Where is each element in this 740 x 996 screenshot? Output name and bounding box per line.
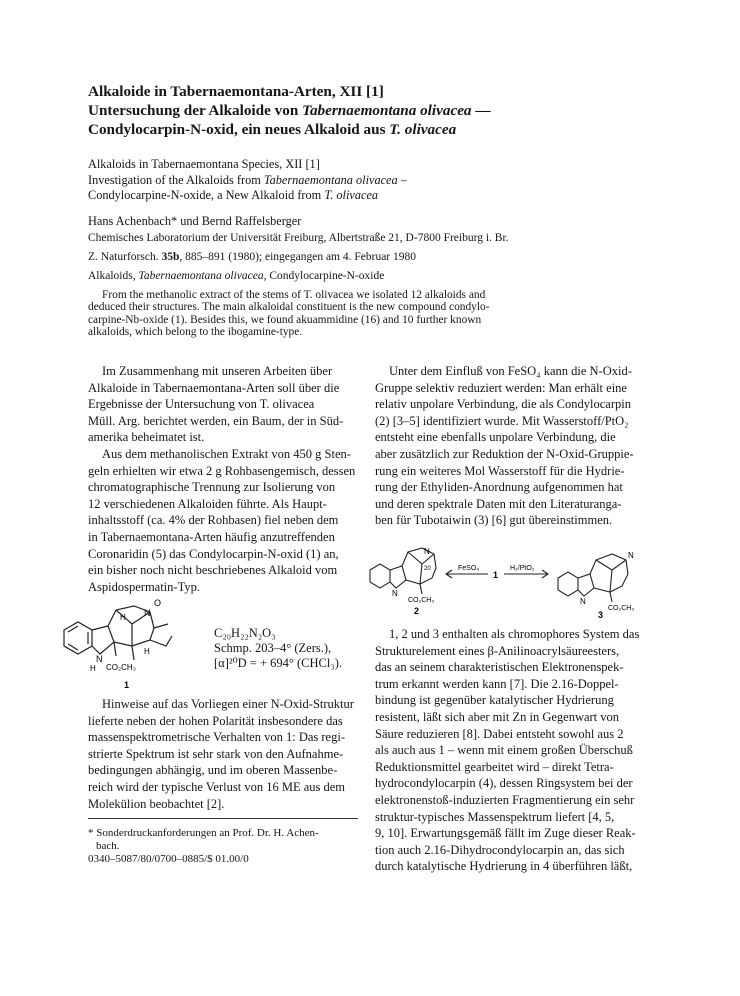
text-line: Müll. Arg. berichtet werden, ein Baum, der in Süd-: [88, 413, 344, 428]
text-line: lieferte neben der hohen Polarität insbesondere das: [88, 713, 343, 728]
text-line: resistent, läßt sich aber mit Zn in Gegenwart von: [375, 709, 620, 724]
text-line: Hinweise auf das Vorliegen einer N-Oxid-Struktur: [102, 697, 354, 711]
footnote-rule: [88, 818, 358, 819]
compound-data: [214, 626, 364, 671]
abstract: [88, 289, 688, 339]
n-label: N: [424, 547, 430, 556]
ester-label: CO₂CH₃: [608, 605, 635, 612]
formula: C₂₀H₂₂N₂O₃: [214, 626, 276, 640]
text-line: Aus dem methanolischen Extrakt von 450 g Sten-: [102, 446, 351, 461]
n-label: N: [580, 597, 586, 606]
abstract-line: alkaloids, which belong to the ibogamine-type.: [88, 326, 303, 339]
text-line: in Tabernaemontana-Arten häufig anzutreffenden: [88, 529, 335, 544]
text-line: ben für Tubotaiwin (3) [6] gut übereinstimmen.: [375, 513, 613, 528]
text-line: ein bisher noch nicht beschriebenes Alkaloid vom: [88, 563, 338, 578]
english-title-line-2: Investigation of the Alkaloids from Tabernaemontana olivacea –: [88, 172, 407, 187]
english-title-line-1: Alkaloids in Tabernaemontana Species, XII [1]: [88, 157, 320, 171]
text-line: durch katalytische Hydrierung in 4 überführen läßt,: [375, 859, 633, 874]
text-line: (2) [3–5] identifiziert wurde. Mit Wasserstoff/PtO₂: [375, 413, 629, 428]
h-label: H: [90, 664, 96, 673]
h-label: H: [120, 613, 126, 622]
text-line: tion auch 2.16-Dihydrocondylocarpin an, das sich: [375, 842, 625, 857]
text-line: geln erhielten wir etwa 2 g Rohbasengemisch, dessen: [88, 463, 356, 478]
reaction-scheme: [366, 540, 666, 620]
text-line: reich wird der typische Verlust von 16 ME aus dem: [88, 779, 346, 794]
affiliation: Chemisches Laboratorium der Universität Freiburg, Albertstraße 21, D-7800 Freiburg i. Br.: [88, 232, 509, 244]
english-title-line-3: Condylocarpine-N-oxide, a New Alkaloid from T. olivacea: [88, 188, 379, 202]
text-line: struktur-typisches Massenspektrum liefert [4, 5,: [375, 809, 615, 824]
text-line: Säure reduzieren [8]. Dabei entsteht sowohl aus 2: [375, 726, 624, 741]
text-line: strierte Spektrum ist sehr stark von den Aufnahme-: [88, 746, 344, 761]
text-line: Coronaridin (5) das Condylocarpin-N-oxid (1) an,: [88, 546, 339, 561]
text-line: relativ unpolare Verbindung, die als Condylocarpin: [375, 397, 631, 412]
ester-label: CO₂CH₃: [408, 597, 435, 604]
right-column-para-2: [375, 626, 650, 875]
n-label: N: [144, 608, 151, 618]
title-line-3: Condylocarpin-N-oxid, ein neues Alkaloid aus T. olivacea: [88, 121, 457, 138]
issn-code: 0340–5087/80/0700–0885/$ 01.00/0: [88, 853, 249, 865]
text-line: rung der Ethyliden-Anordnung aufgenommen hat: [375, 480, 623, 495]
footnote-line: * Sonderdruckanforderungen an Prof. Dr. H. Achen-: [88, 827, 319, 839]
text-line: Im Zusammenhang mit unseren Arbeiten über: [102, 364, 333, 378]
english-title: [88, 157, 688, 204]
text-line: Aspidospermatin-Typ.: [88, 579, 200, 594]
n-label: N: [628, 551, 634, 560]
text-line: Molekülion beobachtet [2].: [88, 796, 225, 811]
n-label: N: [392, 589, 398, 598]
num20-label: 20: [424, 566, 431, 572]
text-line: chromatographische Trennung zur Isolierung von: [88, 480, 336, 495]
keywords: Alkaloids, Tabernaemontana olivacea, Condylocarpine-N-oxide: [88, 270, 385, 282]
text-line: Unter dem Einfluß von FeSO₄ kann die N-Oxid-: [389, 364, 632, 378]
text-line: massenspektrometrische Verhalten von 1: Das regi-: [88, 730, 345, 745]
reagent-h2-pto2: H₂/PtO₂: [510, 565, 535, 572]
structure-1-diagram: [50, 598, 210, 690]
text-line: hydrocondylocarpin (4), dessen Ringsystem bei der: [375, 776, 633, 791]
compound-2-label: 2: [414, 606, 420, 616]
text-line: elektronenstoß-induzierten Fragmentierung ein sehr: [375, 792, 635, 807]
text-line: Reduktionsmittel gearbeitet wird – direkt Tetra-: [375, 759, 614, 774]
text-line: und deren spektrale Daten mit den Literaturanga-: [375, 496, 622, 511]
compound-3-label: 3: [598, 610, 604, 620]
o-label: O: [154, 598, 162, 608]
text-line: amerika beheimatet ist.: [88, 430, 205, 445]
left-column-para-1: [88, 363, 358, 595]
text-line: Gruppe selektiv reduziert werden: Man erhält eine: [375, 380, 627, 395]
footnote-line: bach.: [96, 840, 120, 852]
text-line: entsteht eine ebenfalls unpolare Verbindung, die: [375, 430, 616, 445]
text-line: bindung ist gegenüber katalytischer Hydrierung: [375, 693, 614, 708]
text-line: Ergebnisse der Untersuchung von T. olivacea: [88, 397, 315, 412]
melting-point: Schmp. 203–4° (Zers.),: [214, 641, 332, 655]
authors: Hans Achenbach* und Bernd Raffelsberger: [88, 214, 302, 228]
title-line-1: Alkaloide in Tabernaemontana-Arten, XII [1]: [88, 83, 384, 100]
text-line: Strukturelement eines β-Anilinoacrylsäureesters,: [375, 643, 620, 658]
text-line: trum erkannt werden kann [7]. Die 2.16-Doppel-: [375, 676, 619, 691]
compound-1-label: 1: [493, 570, 499, 580]
citation: Z. Naturforsch. 35b, 885–891 (1980); eingegangen am 4. Februar 1980: [88, 251, 417, 263]
title-line-2: Untersuchung der Alkaloide von Tabernaemontana olivacea —: [88, 102, 491, 119]
optical-rotation: [α]²⁰D = + 694° (CHCl₃).: [214, 656, 342, 670]
reagent-feso4: FeSO₄: [458, 565, 480, 572]
footnote: [88, 827, 358, 866]
text-line: Alkaloide in Tabernaemontana-Arten soll über die: [88, 380, 340, 395]
right-column-para-1: [375, 363, 650, 529]
abstract-line: deduced their structures. The main alkaloidal constituent is the new compound condylo-: [88, 301, 490, 314]
abstract-line: From the methanolic extract of the stems of T. olivacea we isolated 12 alkaloids and: [102, 289, 486, 301]
text-line: bedingungen abhängig, und im oberen Massenbe-: [88, 763, 338, 778]
text-line: 1, 2 und 3 enthalten als chromophores System das: [389, 627, 640, 641]
compound-number: 1: [124, 680, 130, 690]
text-line: als auch aus 1 – wenn mit einem großen Überschuß: [375, 743, 633, 758]
nh-label: N: [96, 654, 103, 664]
ester-label: CO₂CH₃: [106, 663, 136, 672]
article-title: [88, 82, 688, 139]
text-line: 9, 10]. Erwartungsgemäß fällt im Zuge dieser Reak-: [375, 826, 636, 841]
left-column-para-3: [88, 696, 358, 812]
text-line: aber zusätzlich zur Reduktion der N-Oxid-Gruppie-: [375, 446, 634, 461]
text-line: rung ein weiteres Mol Wasserstoff für die Hydrie-: [375, 463, 625, 478]
h-label: H: [144, 647, 150, 656]
abstract-line: carpine-Nb-oxide (1). Besides this, we found akuammidine (16) and 10 further known: [88, 313, 482, 326]
text-line: 12 verschiedenen Alkaloiden führte. Als Haupt-: [88, 496, 327, 511]
text-line: das an seinem charakteristischen Elektronenspek-: [375, 660, 624, 675]
text-line: inhaltsstoff (ca. 4% der Rohbasen) fiel neben dem: [88, 513, 339, 528]
